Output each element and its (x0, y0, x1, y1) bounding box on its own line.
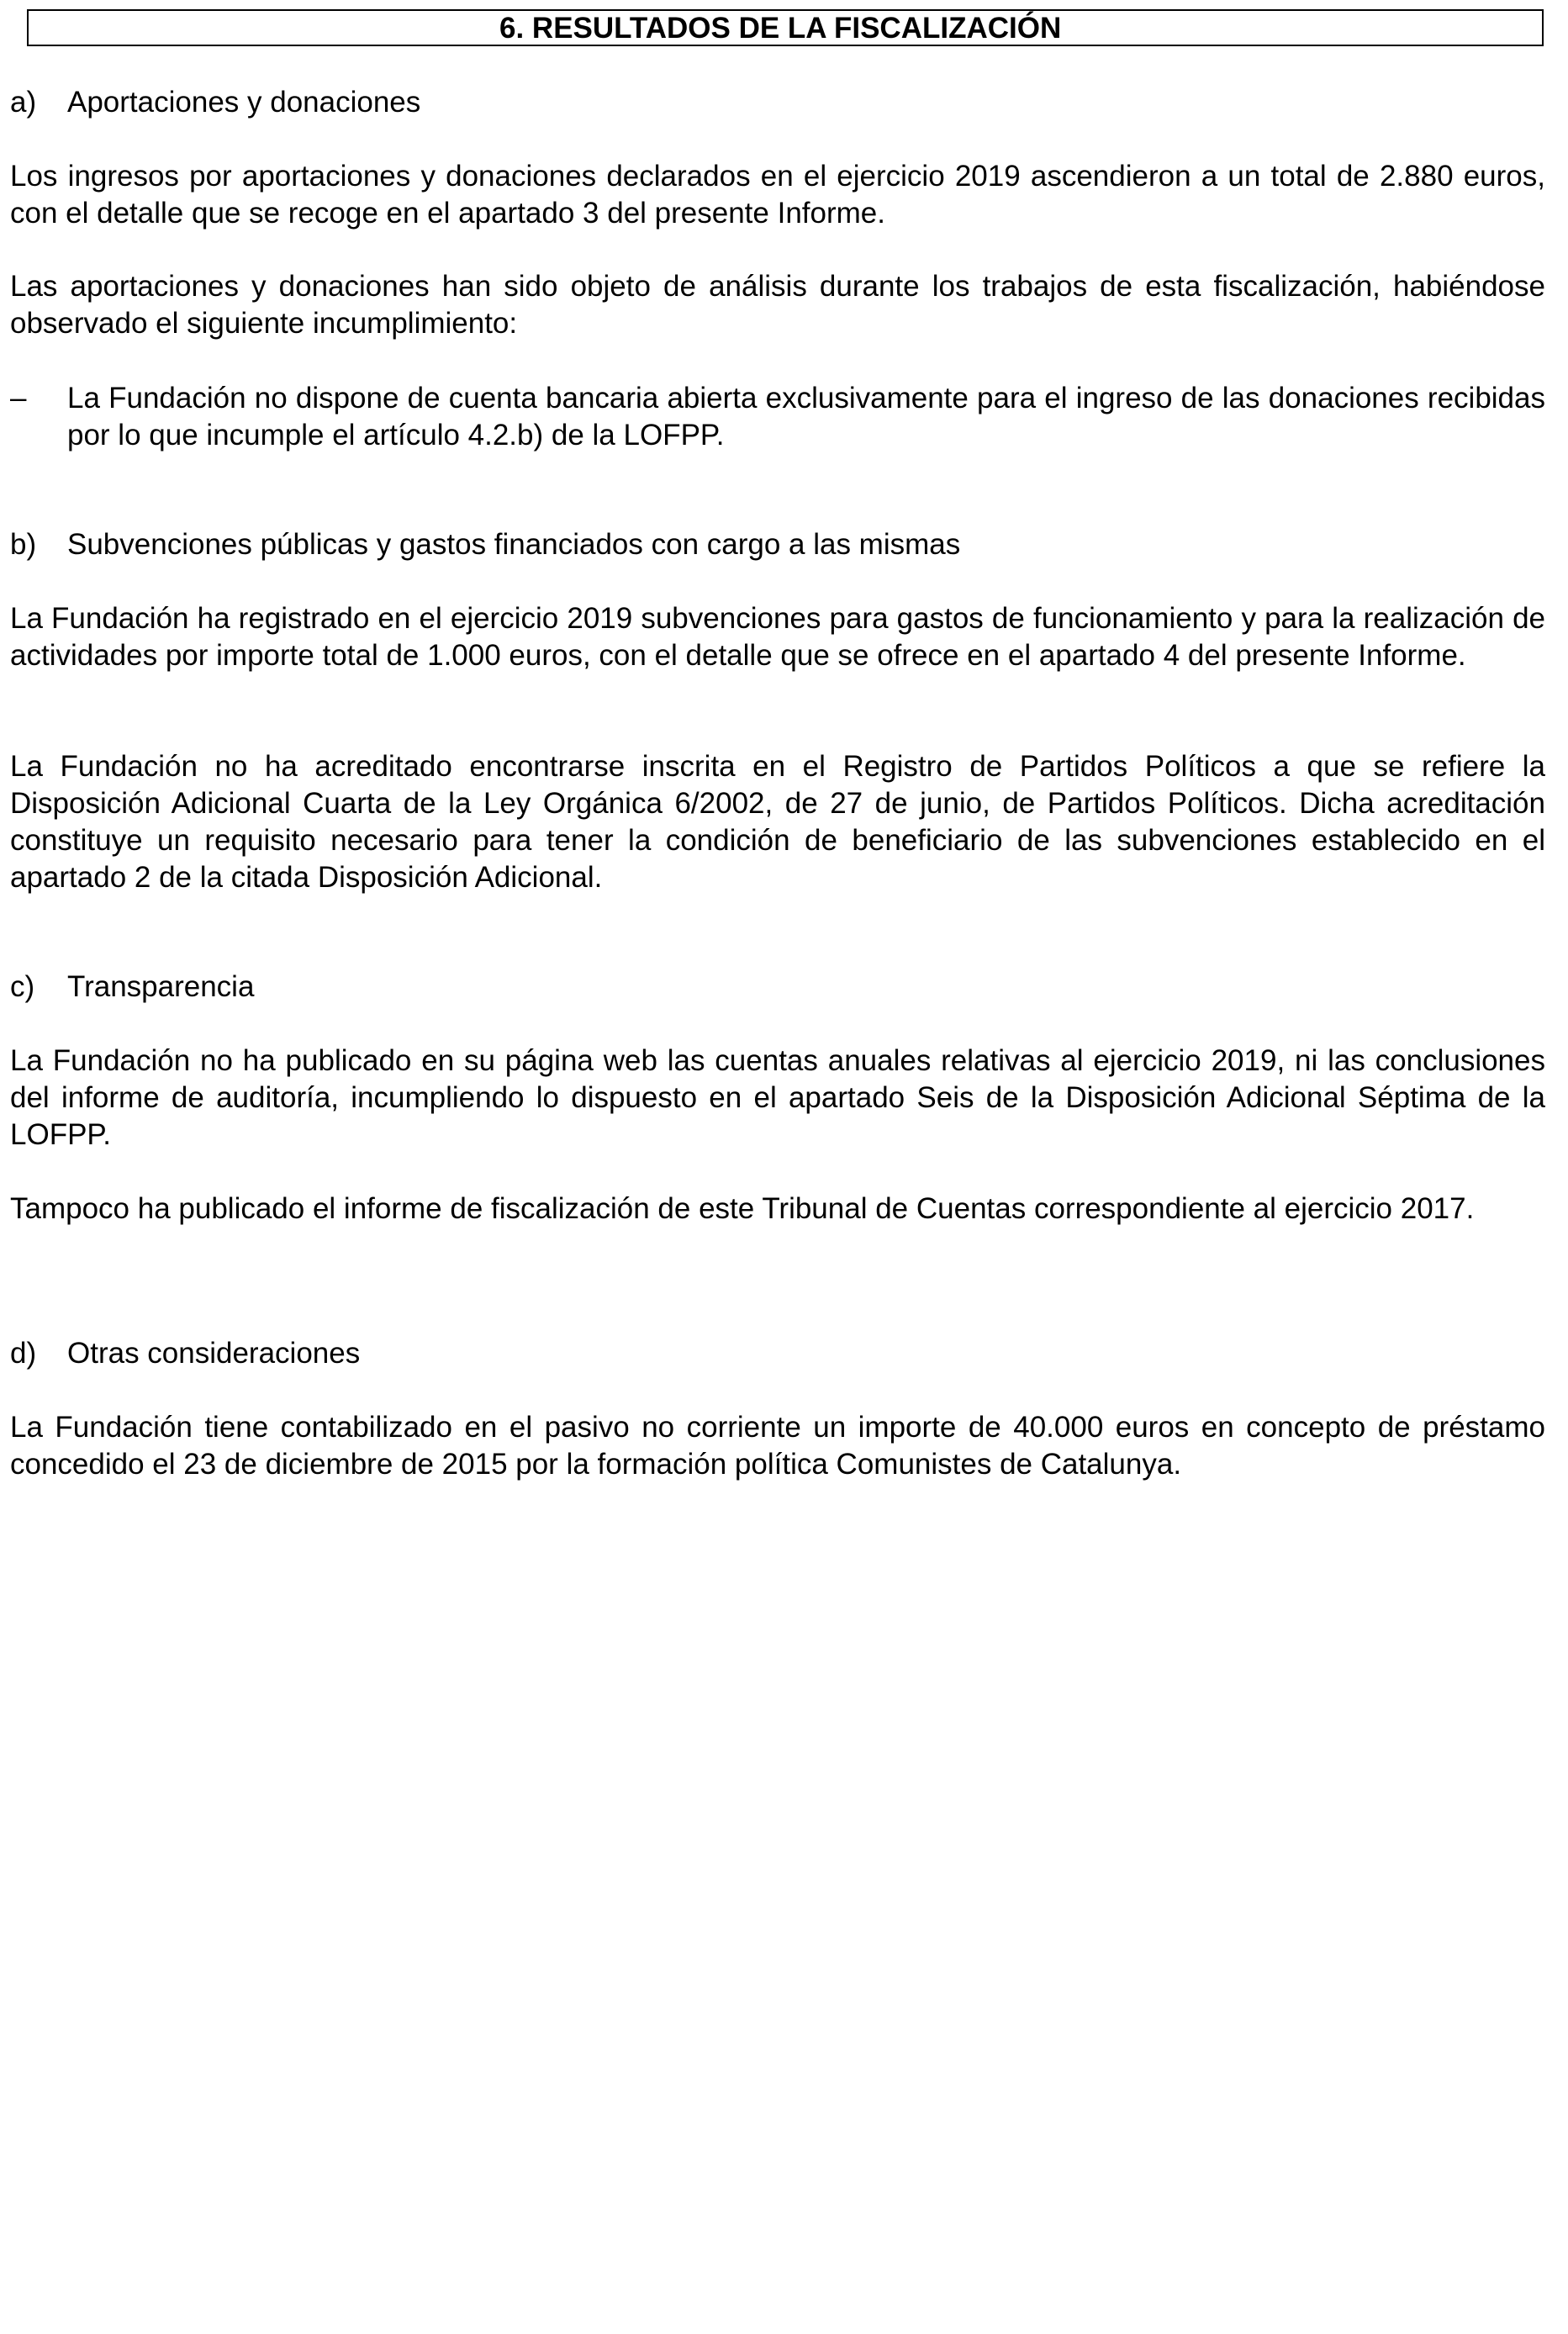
paragraph-c-2: Tampoco ha publicado el informe de fiscalización de este Tribunal de Cuentas correspondiente al ejercicio 2017. (10, 1192, 1475, 1225)
paragraph-d-1: La Fundación tiene contabilizado en el pasivo no corriente un importe de 40.000 euros en concepto de préstamo concedido el 23 de diciembre de 2015 por la formación política Comunistes de Catalunya. (10, 1411, 1545, 1481)
paragraph-a-1: Los ingresos por aportaciones y donaciones declarados en el ejercicio 2019 ascendieron a un total de 2.880 euros, con el detalle que se recoge en el apartado 3 del presente Informe. (10, 160, 1545, 230)
heading-c-text: Transparencia (67, 970, 255, 1003)
bullet-text: La Fundación no dispone de cuenta bancaria abierta exclusivamente para el ingreso de las donaciones recibidas por lo que incumple el artículo 4.2.b) de la LOFPP. (67, 382, 1545, 451)
heading-a (10, 86, 420, 119)
heading-b (10, 528, 960, 562)
heading-b-text: Subvenciones públicas y gastos financiados con cargo a las mismas (67, 528, 961, 561)
heading-a-text: Aportaciones y donaciones (67, 86, 421, 119)
heading-b-letter: b) (10, 528, 37, 561)
heading-d-text: Otras consideraciones (67, 1337, 361, 1370)
heading-c-letter: c) (10, 970, 35, 1003)
heading-d-letter: d) (10, 1337, 37, 1370)
paragraph-a-2: Las aportaciones y donaciones han sido objeto de análisis durante los trabajos de esta fiscalización, habiéndose observado el siguiente incumplimiento: (10, 270, 1545, 340)
section-title-box (27, 9, 1544, 46)
section-title: 6. RESULTADOS DE LA FISCALIZACIÓN (499, 12, 1062, 45)
heading-d (10, 1337, 360, 1370)
bullet-dash: – (10, 382, 27, 415)
paragraph-c-1: La Fundación no ha publicado en su página web las cuentas anuales relativas al ejercicio 2019, ni las conclusiones del informe de auditoría, incumpliendo lo dispuesto en el apartado Seis de la Disposición Adicional Séptima de la LOFPP. (10, 1044, 1545, 1151)
heading-a-letter: a) (10, 86, 37, 119)
paragraph-b-1: La Fundación ha registrado en el ejercicio 2019 subvenciones para gastos de funcionamiento y para la realización de actividades por importe total de 1.000 euros, con el detalle que se ofrece en el apartado 4 del presente Informe. (10, 602, 1545, 672)
paragraph-b-2: La Fundación no ha acreditado encontrarse inscrita en el Registro de Partidos Políticos a que se refiere la Disposición Adicional Cuarta de la Ley Orgánica 6/2002, de 27 de junio, de Partidos Políticos. Dicha acreditación constituye un requisito necesario para tener la condición de beneficiario de las subvenciones establecido en el apartado 2 de la citada Disposición Adicional. (10, 750, 1545, 894)
heading-c (10, 970, 254, 1004)
